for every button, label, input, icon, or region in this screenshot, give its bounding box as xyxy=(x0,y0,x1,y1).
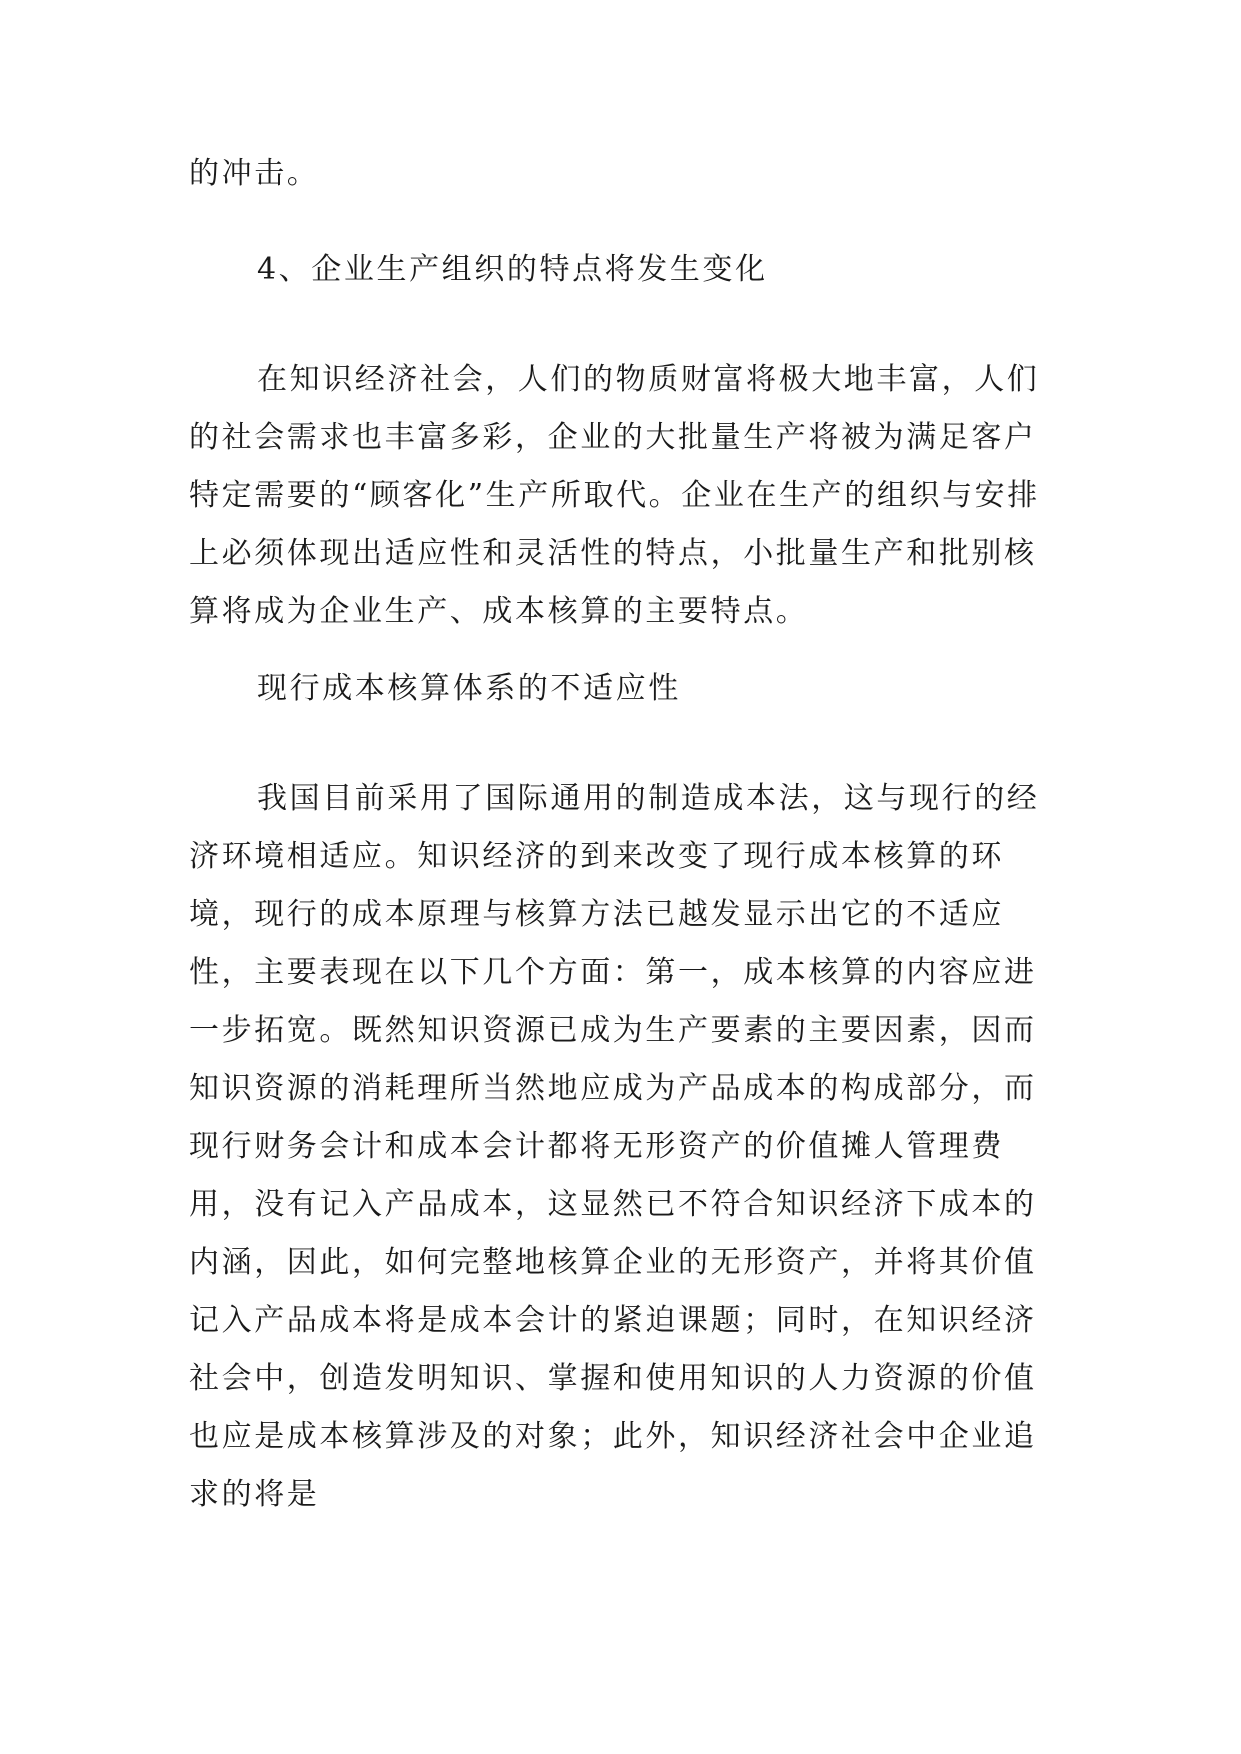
paragraph-production-organization: 在知识经济社会，人们的物质财富将极大地丰富，人们的社会需求也丰富多彩，企业的大批量生产将被为满足客户特定需要的“顾客化”生产所取代。企业在生产的组织与安排上必须体现出适应性和灵活性的特点，小批量生产和批别核算将成为企业生产、成本核算的主要特点。 xyxy=(189,362,1040,629)
paragraph-cost-accounting: 我国目前采用了国际通用的制造成本法，这与现行的经济环境相适应。知识经济的到来改变了现行成本核算的环境，现行的成本原理与核算方法已越发显示出它的不适应性，主要表现在以下几个方面：第一，成本核算的内容应进一步拓宽。既然知识资源已成为生产要素的主要因素，因而知识资源的消耗理所当然地应成为产品成本的构成部分，而现行财务会计和成本会计都将无形资产的价值摊人管理费用，没有记入产品成本，这显然已不符合知识经济下成本的内涵，因此，如何完整地核算企业的无形资产，并将其价值记入产品成本将是成本会计的紧迫课题；同时，在知识经济社会中，创造发明知识、掌握和使用知识的人力资源的价值也应是成本核算涉及的对象；此外，知识经济社会中企业追求的将是 xyxy=(189,781,1040,1512)
section-heading-production-organization: 4、企业生产组织的特点将发生变化 xyxy=(257,252,768,287)
paragraph-continuation: 的冲击。 xyxy=(189,156,320,191)
section-heading-cost-accounting: 现行成本核算体系的不适应性 xyxy=(257,671,681,706)
